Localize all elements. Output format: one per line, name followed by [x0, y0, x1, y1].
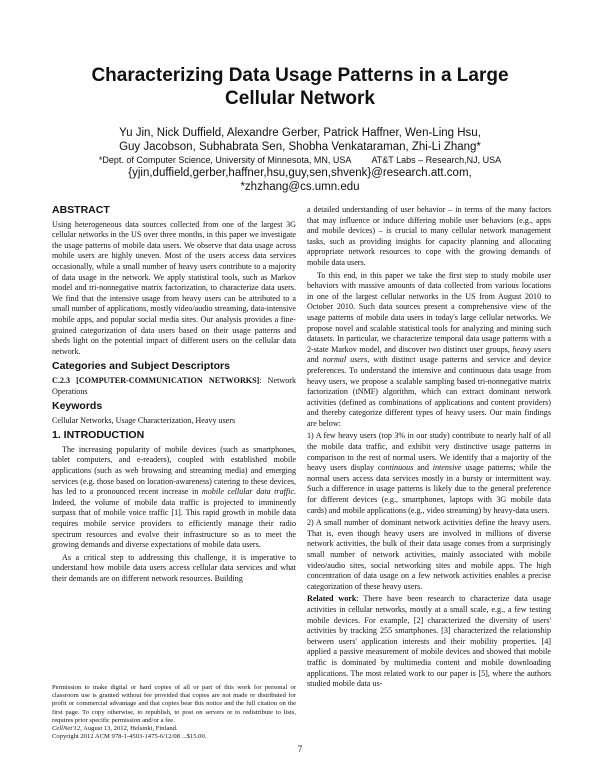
copyright-line: Copyright 2012 ACM 978-1-4503-1475-6/12/08 ...$15.00.	[52, 733, 207, 741]
author-list-line-2: Guy Jacobson, Subhabrata Sen, Shobha Venkataraman, Zhi-Li Zhang*	[119, 141, 481, 153]
right-p2-part-a: To this end, in this paper we take the first step to study mobile user behaviors with massive amounts of data collected from various locations in one of the largest cellular networks in the US from August 2010 to October 2010. Such data sources present a comprehensive view of the usage patterns of mobile data users in today's large cellular networks. We propose novel and scalable statistical tools for analyzing and mining such datasets. In particular, we characterize temporal data usage patterns with a 2-state Markov model, and discover two distinct user groups,	[307, 270, 551, 354]
keywords-text: Cellular Networks, Usage Characterization, Heavy users	[52, 415, 236, 425]
finding-1-intensive: intensive	[432, 463, 462, 473]
intro-p1-italic: mobile cellular data traffic	[201, 487, 294, 497]
finding-1-part-a: 1) A few heavy users (top 3% in our study) contribute to nearly half of all the mobile data traffic, and exhibit very distinctive usage patterns in comparison to the rest of normal users. We identify that a majority of the heavy users display	[307, 431, 551, 473]
finding-1-part-b: usage patterns; while the normal users access data services mostly in a bursty or intermittent way. Such a difference in usage patterns is likely due to the general preference for different devices (e.g., smartphones, laptops with 3G mobile data cards) and mobile applications (e.g., video streaming) by heavy-data users.	[307, 463, 552, 515]
venue-line	[52, 725, 296, 733]
author-block	[40, 126, 560, 194]
finding-1-continuous: continuous	[377, 463, 414, 473]
finding-2: 2) A small number of dominant network activities define the heavy users. That is, even though heavy users are involved in millions of diverse network activities, the bulk of their data usage comes from a surprisingly small number of network activities, mainly associated with mobile video/audio sites, social networking sites and mobile apps. The high concentration of data usage on a few network activities enables a precise categorization of these heavy users.	[307, 518, 551, 591]
related-work-label: Related work	[307, 594, 357, 604]
author-list-line-1: Yu Jin, Nick Duffield, Alexandre Gerber, Patrick Haffner, Wen-Ling Hsu,	[119, 127, 481, 139]
related-work-paragraph	[307, 594, 551, 689]
right-p2-part-b: , with distinct usage patterns and service and device preferences. To understand the intensive and continuous data usage from heavy users, we propose a scalable sampling based tri-nonnegative matrix factorization (tNMF) algorithm, which can extract dominant network activities (defined as combinations of applications and content providers) and thereby categorize different types of heavy users. Our main findings are below:	[307, 355, 552, 428]
permission-footnote	[52, 684, 296, 741]
related-work-text: : There have been research to characterize data usage activities in cellular networks, mostly at a small scale, e.g., a few testing mobile devices. For example, [2] characterized the diversity of users' activities by tracking 255 smartphones. [3] characterized the relationship between users' application interests and their mobility properties. [4] applied a passive measurement of mobile devices and showed that mobile traffic is dominated by multimedia content and mobile downloading applications. The most related work to our paper is [5], where the authors studied mobile data us-	[307, 594, 552, 689]
paper-title: Characterizing Data Usage Patterns in a Large Cellular Network	[91, 65, 509, 109]
keywords-heading: Keywords	[52, 400, 103, 413]
affiliation-umn: *Dept. of Computer Science, University of Minnesota, MN, USA	[98, 155, 352, 165]
intro-p1-part-b: . Indeed, the volume of mobile data traffic is projected to imminently surpass that of mobile voice traffic [1]. This rapid growth in mobile data requires mobile service providers to efficiently manage their radio spectrum resources and evolve their infrastructure so as to meet the growing demands and diverse expectations of mobile data users.	[52, 487, 296, 550]
right-p2-heavy-users: heavy users	[512, 344, 552, 354]
right-paragraph-1: a detailed understanding of user behavior – in terms of the many factors that may influence or induce differing mobile user behaviors (e.g., apps and mobile devices) – is crucial to many cellular network management tasks, such as providing insights for capacity planning and allocating appropriate network resources to cope with the growing demands of mobile data users.	[307, 205, 551, 267]
left-column	[52, 205, 296, 587]
author-emails-1[interactable]: {yjin,duffield,gerber,haffner,hsu,guy,sen,shvenk}@research.att.com,	[128, 167, 472, 179]
intro-p1-part-a: The increasing popularity of mobile devices (such as smartphones, tablet computers, and e-readers), coupled with established mobile applications (such as web browsing and streaming media) and emerging services (e.g. those based on location-awareness) catering to these devices, has led to a pronounced recent increase in	[52, 444, 296, 497]
category-rest: : Network Operations	[52, 375, 296, 396]
page-number: 7	[297, 744, 303, 754]
categories-text	[52, 376, 296, 397]
affiliation-att: AT&T Labs – Research,NJ, USA	[371, 155, 502, 165]
venue-details: August 13, 2012, Helsinki, Finland.	[81, 725, 178, 733]
right-column	[307, 205, 551, 692]
finding-1	[307, 431, 551, 516]
permission-text: Permission to make digital or hard copies of all or part of this work for personal or classroom use is granted without fee provided that copies are not made or distributed for profit or commercial advantage and that copies bear this notice and the full citation on the first page. To copy otherwise, to republish, to post on servers or to redistribute to lists, requires prior specific permission and/or a fee.	[52, 684, 296, 724]
author-emails-2[interactable]: *zhzhang@cs.umn.edu	[240, 181, 360, 193]
affiliations	[40, 154, 560, 166]
category-code: C.2.3 [COMPUTER-COMMUNICATION NETWORKS]	[52, 375, 260, 385]
introduction-heading: 1. INTRODUCTION	[52, 429, 145, 442]
intro-paragraph-1	[52, 445, 296, 551]
right-p2-normal-users: normal users	[322, 355, 368, 365]
abstract-text: Using heterogeneous data sources collected from one of the largest 3G cellular networks in the US over three months, in this paper we investigate the usage patterns of mobile data users. We observe that data usage across mobile users are highly uneven. Most of the users access data services occasionally, while a small number of heavy users contribute to a majority of data usage in the network. We apply statistical tools, such as Markov model and tri-nonnegative matrix factorization, to characterize data users. We find that the intensive usage from heavy users can be attributed to a small number of applications, mostly video/audio streaming, data-intensive mobile apps, and popular social media sites. Our analysis provides a fine-grained categorization of data users based on their usage patterns and sheds light on the potential impact of different users on the cellular data network.	[52, 219, 296, 356]
intro-paragraph-2: As a critical step to addressing this challenge, it is imperative to understand how mobile data users access cellular data services and what their demands are on different network resources. Building	[52, 552, 296, 583]
abstract-heading: ABSTRACT	[52, 204, 110, 216]
venue-name: CellNet'12,	[52, 725, 82, 733]
right-p2-and: and	[307, 355, 323, 365]
finding-1-and: and	[413, 463, 433, 473]
right-paragraph-2	[307, 271, 551, 430]
categories-heading: Categories and Subject Descriptors	[52, 360, 230, 373]
